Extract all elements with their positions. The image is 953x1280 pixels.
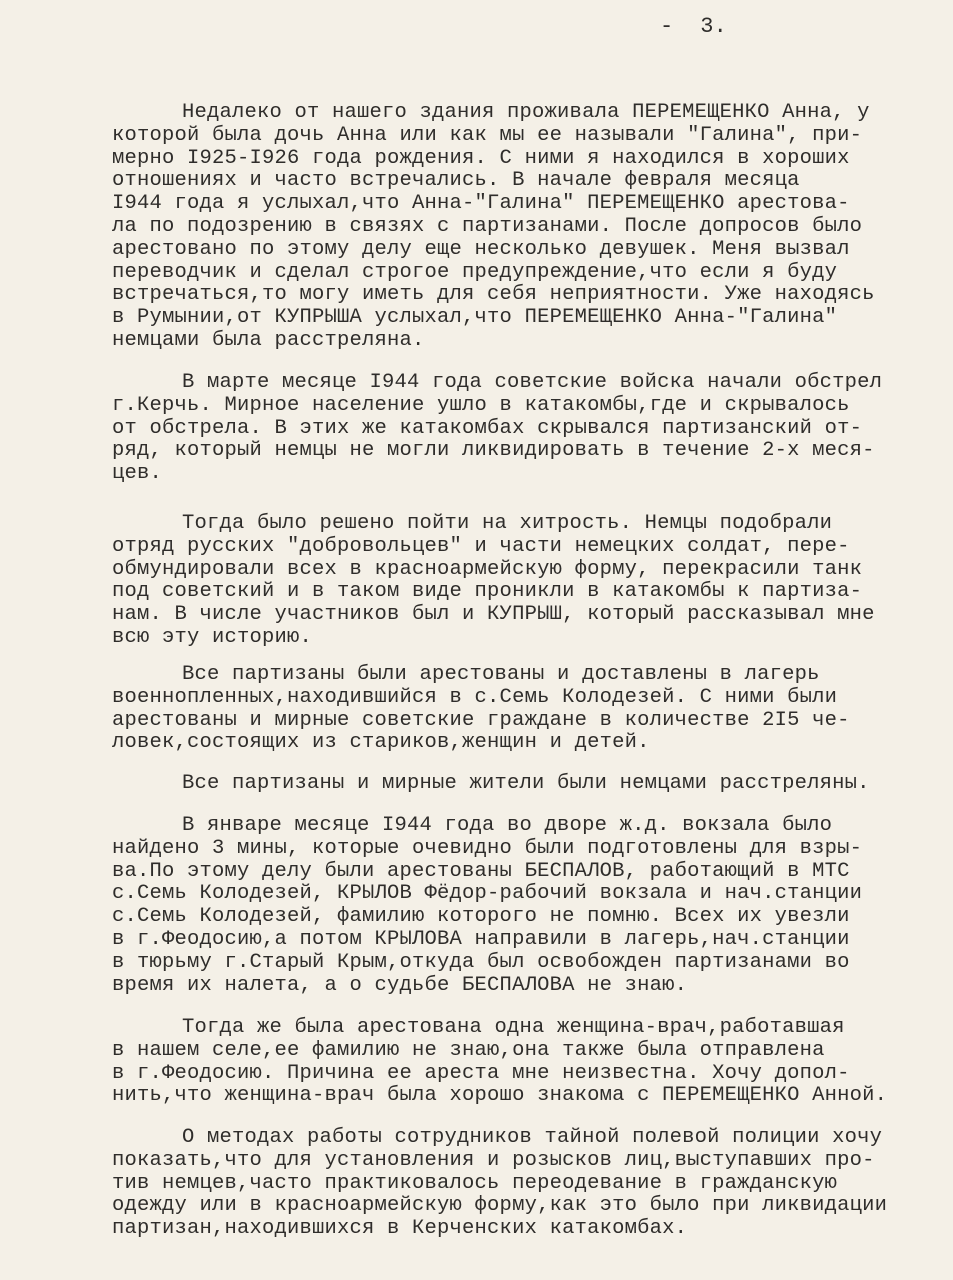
paragraph-line: В январе месяце I944 года во дворе ж.д. вокзала было [182, 814, 833, 837]
paragraph-line: в г.Феодосию,а потом КРЫЛОВА направили в лагерь,нач.станции [112, 927, 850, 951]
paragraph-line: найдено 3 мины, которые очевидно были подготовлены для взры- [112, 836, 863, 860]
paragraph-line: мерно I925-I926 года рождения. С ними я находился в хороших [112, 146, 850, 170]
paragraph-line: Тогда было решено пойти на хитрость. Немцы подобрали [182, 512, 833, 535]
paragraph-line: всю эту историю. [112, 625, 313, 649]
paragraph-line: В марте месяце I944 года советские войска начали обстрел [182, 371, 883, 394]
paragraph-line: ва.По этому делу были арестованы БЕСПАЛОВ, работающий в МТС [112, 859, 850, 883]
paragraph-line: под советский и в таком виде проникли в катакомбы к партиза- [112, 580, 863, 604]
paragraph-5 [112, 773, 952, 796]
paragraph-line: I944 года я услыхал,что Анна-"Галина" ПЕРЕМЕЩЕНКО арестова- [112, 192, 850, 216]
paragraph-line: партизан,находившихся в Керченских катакомбах. [112, 1217, 688, 1241]
paragraph-line: Все партизаны и мирные жители были немцами расстреляны. [182, 772, 870, 795]
paragraph-line: Тогда же была арестована одна женщина-врач,работавшая [182, 1016, 845, 1039]
paragraph-line: арестовано по этому делу еще несколько девушек. Меня вызвал [112, 237, 850, 261]
paragraph-line: с.Семь Колодезей, КРЫЛОВ Фёдор-рабочий вокзала и нач.станции [112, 882, 863, 906]
paragraph-8 [112, 1127, 952, 1241]
page-number: - 3. [660, 14, 728, 39]
paragraph-line: в нашем селе,ее фамилию не знаю,она также была отправлена [112, 1038, 825, 1062]
paragraph-4 [112, 664, 952, 755]
paragraph-line: Все партизаны были арестованы и доставлены в лагерь [182, 663, 820, 686]
paragraph-line: нам. В числе участников был и КУПРЫШ, который рассказывал мне [112, 603, 875, 627]
paragraph-6 [112, 815, 952, 997]
paragraph-7 [112, 1017, 952, 1108]
paragraph-1 [112, 102, 952, 353]
paragraph-line: которой была дочь Анна или как мы ее называли "Галина", при- [112, 123, 863, 147]
paragraph-line: г.Керчь. Мирное население ушло в катакомбы,где и скрывалось [112, 393, 850, 417]
paragraph-line: отряд русских "добровольцев" и части немецких солдат, пере- [112, 534, 850, 558]
paragraph-line: встречаться,то могу иметь для себя неприятности. Уже находясь [112, 283, 875, 307]
paragraph-line: с.Семь Колодезей, фамилию которого не помню. Всех их увезли [112, 905, 850, 929]
paragraph-line: время их налета, а о судьбе БЕСПАЛОВА не знаю. [112, 973, 688, 997]
paragraph-line: ла по подозрению в связях с партизанами. После допросов было [112, 214, 863, 238]
paragraph-line: цев. [112, 462, 163, 486]
paragraph-line: от обстрела. В этих же катакомбах скрывался партизанский от- [112, 416, 863, 440]
paragraph-line: в тюрьму г.Старый Крым,откуда был освобожден партизанами во [112, 950, 850, 974]
paragraph-line: нить,что женщина-врач была хорошо знакома с ПЕРЕМЕЩЕНКО Анной. [112, 1084, 888, 1108]
paragraph-line: одежду или в красноармейскую форму,как это было при ликвидации [112, 1194, 888, 1218]
paragraph-line: тив немцев,часто практиковалось переодевание в гражданскую [112, 1171, 838, 1195]
paragraph-line: ловек,состоящих из стариков,женщин и детей. [112, 731, 650, 755]
paragraph-line: военнопленных,находившийся в с.Семь Колодезей. С ними были [112, 685, 838, 709]
paragraph-3 [112, 513, 952, 650]
paragraph-line: О методах работы сотрудников тайной полевой полиции хочу [182, 1126, 883, 1149]
paragraph-line: ряд, который немцы не могли ликвидировать в течение 2-х меся- [112, 439, 875, 463]
paragraph-line: арестованы и мирные советские граждане в количестве 2I5 че- [112, 708, 850, 732]
paragraph-line: в г.Феодосию. Причина ее ареста мне неизвестна. Хочу допол- [112, 1061, 850, 1085]
paragraph-line: переводчик и сделал строгое предупреждение,что если я буду [112, 260, 838, 284]
paragraph-line: показать,что для установления и розысков лиц,выступавших про- [112, 1148, 875, 1172]
paragraph-line: отношениях и часто встречались. В начале февраля месяца [112, 169, 800, 193]
paragraph-line: Недалеко от нашего здания проживала ПЕРЕМЕЩЕНКО Анна, у [182, 101, 870, 124]
paragraph-line: в Румынии,от КУПРЫША услыхал,что ПЕРЕМЕЩЕНКО Анна-"Галина" [112, 306, 838, 330]
paragraph-2 [112, 372, 952, 486]
paragraph-line: обмундировали всех в красноармейскую форму, перекрасили танк [112, 557, 863, 581]
paragraph-line: немцами была расстреляна. [112, 328, 425, 352]
